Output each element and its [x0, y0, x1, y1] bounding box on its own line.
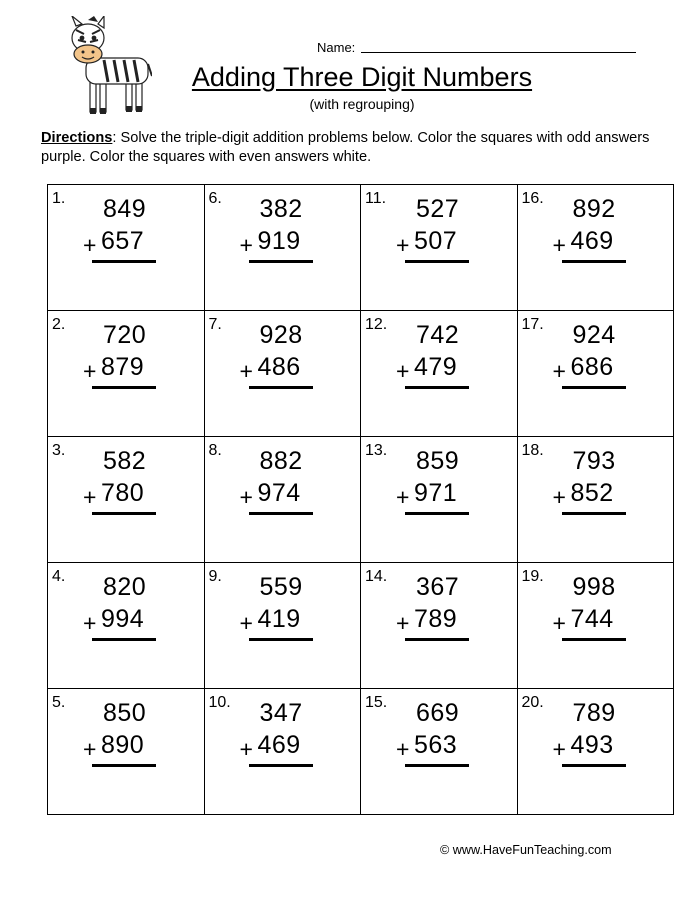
copyright-footer: © www.HaveFunTeaching.com	[440, 843, 612, 857]
directions-text: : Solve the triple-digit addition problems below. Color the squares with odd answers purple. Color the squares with even answers white.	[41, 130, 650, 165]
problem-number: 9.	[208, 568, 222, 585]
answer-line	[405, 512, 469, 515]
answer-line	[562, 260, 626, 263]
problem-number: 3.	[52, 442, 66, 459]
answer-line	[562, 764, 626, 767]
problem-number: 7.	[208, 316, 222, 333]
bottom-addend: 486	[257, 353, 301, 381]
plus-sign: +	[239, 736, 253, 762]
bottom-addend: 479	[414, 353, 458, 381]
problem-number: 10.	[208, 694, 231, 711]
plus-sign: +	[552, 232, 566, 258]
problem-number: 13.	[365, 442, 388, 459]
bottom-addend: 469	[257, 731, 301, 759]
bottom-addend: 789	[414, 605, 458, 633]
top-addend: 850	[103, 699, 147, 727]
top-addend: 742	[416, 321, 460, 349]
problem-cell[interactable]	[361, 311, 518, 437]
problem-number: 11.	[365, 190, 387, 207]
top-addend: 998	[572, 573, 616, 601]
plus-sign: +	[552, 610, 566, 636]
answer-line	[249, 386, 313, 389]
problem-number: 18.	[521, 442, 544, 459]
bottom-addend: 469	[570, 227, 614, 255]
name-label: Name:	[317, 40, 356, 55]
name-field[interactable]	[317, 40, 636, 55]
problem-number: 16.	[521, 190, 544, 207]
plus-sign: +	[239, 358, 253, 384]
answer-line	[92, 638, 156, 641]
problem-cell[interactable]	[518, 185, 675, 311]
top-addend: 789	[572, 699, 616, 727]
bottom-addend: 974	[257, 479, 301, 507]
plus-sign: +	[239, 610, 253, 636]
bottom-addend: 879	[101, 353, 145, 381]
top-addend: 367	[416, 573, 460, 601]
problem-cell[interactable]	[48, 311, 205, 437]
problem-cell[interactable]	[48, 437, 205, 563]
answer-line	[249, 260, 313, 263]
answer-line	[405, 638, 469, 641]
plus-sign: +	[552, 736, 566, 762]
answer-line	[405, 386, 469, 389]
problem-cell[interactable]	[518, 689, 675, 815]
problem-cell[interactable]	[518, 311, 675, 437]
problem-cell[interactable]	[48, 689, 205, 815]
bottom-addend: 419	[257, 605, 301, 633]
problem-number: 19.	[521, 568, 544, 585]
top-addend: 347	[259, 699, 303, 727]
problem-cell[interactable]	[361, 689, 518, 815]
plus-sign: +	[83, 610, 97, 636]
bottom-addend: 744	[570, 605, 614, 633]
problem-number: 12.	[365, 316, 388, 333]
answer-line	[405, 260, 469, 263]
problem-cell[interactable]	[205, 689, 362, 815]
problem-cell[interactable]	[518, 563, 675, 689]
problem-number: 17.	[521, 316, 544, 333]
problem-number: 15.	[365, 694, 388, 711]
bottom-addend: 780	[101, 479, 145, 507]
bottom-addend: 919	[257, 227, 301, 255]
problem-cell[interactable]	[361, 563, 518, 689]
answer-line	[562, 512, 626, 515]
answer-line	[92, 764, 156, 767]
top-addend: 928	[259, 321, 303, 349]
plus-sign: +	[396, 358, 410, 384]
problem-number: 14.	[365, 568, 388, 585]
directions-label: Directions	[41, 130, 113, 146]
answer-line	[405, 764, 469, 767]
top-addend: 527	[416, 195, 460, 223]
bottom-addend: 686	[570, 353, 614, 381]
problem-number: 4.	[52, 568, 66, 585]
plus-sign: +	[552, 358, 566, 384]
problem-cell[interactable]	[205, 563, 362, 689]
top-addend: 859	[416, 447, 460, 475]
bottom-addend: 852	[570, 479, 614, 507]
problem-number: 5.	[52, 694, 66, 711]
plus-sign: +	[396, 232, 410, 258]
top-addend: 849	[103, 195, 147, 223]
answer-line	[562, 638, 626, 641]
problem-cell[interactable]	[48, 563, 205, 689]
problem-cell[interactable]	[205, 437, 362, 563]
problem-number: 2.	[52, 316, 66, 333]
bottom-addend: 657	[101, 227, 145, 255]
problem-cell[interactable]	[361, 437, 518, 563]
answer-line	[249, 764, 313, 767]
problem-cell[interactable]	[205, 185, 362, 311]
bottom-addend: 493	[570, 731, 614, 759]
answer-line	[92, 386, 156, 389]
problem-number: 6.	[208, 190, 222, 207]
plus-sign: +	[552, 484, 566, 510]
top-addend: 669	[416, 699, 460, 727]
problem-grid	[47, 184, 674, 815]
bottom-addend: 971	[414, 479, 458, 507]
plus-sign: +	[396, 610, 410, 636]
top-addend: 820	[103, 573, 147, 601]
plus-sign: +	[83, 736, 97, 762]
top-addend: 924	[572, 321, 616, 349]
bottom-addend: 507	[414, 227, 458, 255]
bottom-addend: 563	[414, 731, 458, 759]
plus-sign: +	[239, 484, 253, 510]
plus-sign: +	[83, 232, 97, 258]
page-subtitle: (with regrouping)	[309, 96, 415, 112]
problem-cell[interactable]	[361, 185, 518, 311]
problem-number: 8.	[208, 442, 222, 459]
plus-sign: +	[396, 484, 410, 510]
answer-line	[249, 638, 313, 641]
plus-sign: +	[396, 736, 410, 762]
problem-cell[interactable]	[48, 185, 205, 311]
top-addend: 382	[259, 195, 303, 223]
top-addend: 882	[259, 447, 303, 475]
bottom-addend: 994	[101, 605, 145, 633]
directions	[41, 129, 666, 167]
top-addend: 582	[103, 447, 147, 475]
name-line[interactable]	[361, 40, 636, 53]
problem-cell[interactable]	[205, 311, 362, 437]
page-title: Adding Three Digit Numbers	[191, 62, 533, 92]
problem-number: 20.	[521, 694, 544, 711]
answer-line	[92, 260, 156, 263]
problem-number: 1.	[52, 190, 66, 207]
bottom-addend: 890	[101, 731, 145, 759]
top-addend: 892	[572, 195, 616, 223]
plus-sign: +	[83, 358, 97, 384]
problem-cell[interactable]	[518, 437, 675, 563]
answer-line	[562, 386, 626, 389]
top-addend: 559	[259, 573, 303, 601]
plus-sign: +	[83, 484, 97, 510]
top-addend: 793	[572, 447, 616, 475]
top-addend: 720	[103, 321, 147, 349]
answer-line	[249, 512, 313, 515]
plus-sign: +	[239, 232, 253, 258]
answer-line	[92, 512, 156, 515]
